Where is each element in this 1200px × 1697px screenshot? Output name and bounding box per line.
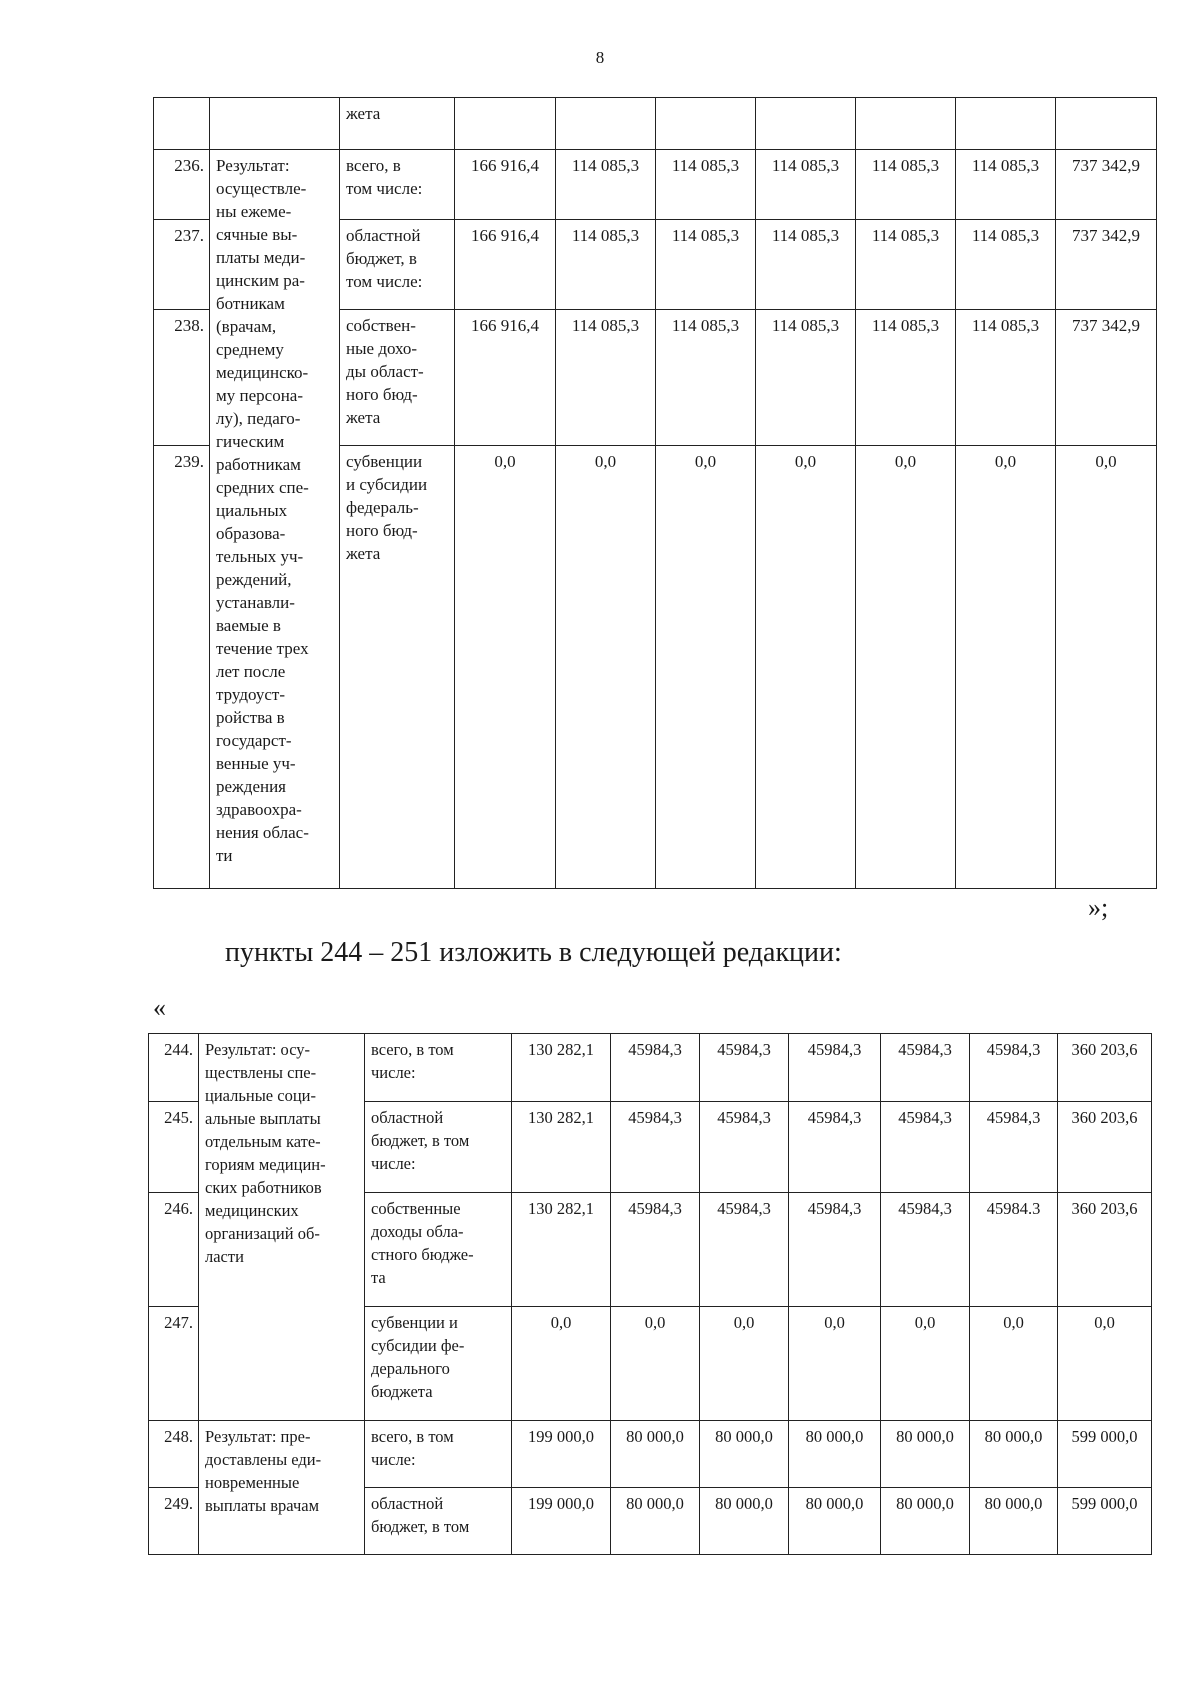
table-cell xyxy=(556,98,656,150)
value-cell: 80 000,0 xyxy=(611,1421,700,1488)
value-cell: 166 916,4 xyxy=(455,220,556,310)
row-number: 236. xyxy=(154,150,210,220)
value-cell: 360 203,6 xyxy=(1058,1034,1152,1102)
value-cell: 45984,3 xyxy=(970,1034,1058,1102)
result-text: Результат: осу- ществлены спе- циальные соци- альные выплаты отдельным кате- гориям медицин- ских работников медицинских организаций об- ласти xyxy=(205,1040,326,1266)
row-number: 249. xyxy=(149,1488,199,1555)
value-cell: 0,0 xyxy=(856,446,956,889)
budget-table-bottom xyxy=(148,1033,1152,1555)
source-text: областной бюджет, в том xyxy=(371,1494,470,1536)
value-cell: 114 085,3 xyxy=(856,150,956,220)
value-cell: 0,0 xyxy=(656,446,756,889)
value-cell: 166 916,4 xyxy=(455,310,556,446)
table-row xyxy=(154,98,1157,150)
source-text: всего, в том числе: xyxy=(346,156,423,198)
value-cell: 737 342,9 xyxy=(1056,310,1157,446)
value-cell: 599 000,0 xyxy=(1058,1488,1152,1555)
source-text: всего, в том числе: xyxy=(371,1427,454,1469)
value-cell: 80 000,0 xyxy=(881,1488,970,1555)
result-text: Результат: осуществле- ны ежеме- сячные вы- платы меди- цинским ра- ботникам (врачам, среднему медицинско- му персона- лу), педаго- гическим работникам средних спе- циальных образова- тельных уч- реждений, устанавли- ваемые в течение трех лет после трудоуст- ройства в государст- венные уч- реждения здравоохра- нения облас- ти xyxy=(216,156,309,865)
value-cell: 45984,3 xyxy=(700,1193,789,1307)
source-text: жета xyxy=(346,104,381,123)
value-cell: 166 916,4 xyxy=(455,150,556,220)
value-cell: 114 085,3 xyxy=(656,310,756,446)
value-cell: 45984,3 xyxy=(611,1193,700,1307)
value-cell: 0,0 xyxy=(556,446,656,889)
source-text: областной бюджет, в том числе: xyxy=(346,226,423,291)
table-cell xyxy=(455,98,556,150)
value-cell: 45984,3 xyxy=(611,1102,700,1193)
source-text: собствен- ные дохо- ды област- ного бюд- жета xyxy=(346,316,424,427)
value-cell: 0,0 xyxy=(455,446,556,889)
table-cell xyxy=(956,98,1056,150)
value-cell: 130 282,1 xyxy=(512,1102,611,1193)
value-cell: 0,0 xyxy=(512,1307,611,1421)
value-cell: 0,0 xyxy=(970,1307,1058,1421)
row-number: 237. xyxy=(154,220,210,310)
value-cell: 114 085,3 xyxy=(856,220,956,310)
value-cell: 45984,3 xyxy=(789,1193,881,1307)
value-cell: 360 203,6 xyxy=(1058,1102,1152,1193)
value-cell: 599 000,0 xyxy=(1058,1421,1152,1488)
source-cell xyxy=(340,150,455,220)
value-cell: 45984,3 xyxy=(881,1102,970,1193)
value-cell: 114 085,3 xyxy=(756,310,856,446)
value-cell: 45984.3 xyxy=(970,1193,1058,1307)
value-cell: 130 282,1 xyxy=(512,1193,611,1307)
value-cell: 0,0 xyxy=(1056,446,1157,889)
page-number: 8 xyxy=(595,48,605,67)
amendment-paragraph: пункты 244 – 251 изложить в следующей редакции: xyxy=(225,937,842,968)
source-cell xyxy=(340,220,455,310)
source-text: субвенции и субсидии федераль- ного бюд- жета xyxy=(346,452,428,563)
source-cell xyxy=(340,446,455,889)
row-number: 247. xyxy=(149,1307,199,1421)
opening-quote: « xyxy=(153,993,166,1022)
value-cell: 130 282,1 xyxy=(512,1034,611,1102)
source-text: областной бюджет, в том числе: xyxy=(371,1108,470,1173)
table-row xyxy=(154,150,1157,220)
value-cell: 80 000,0 xyxy=(611,1488,700,1555)
value-cell: 0,0 xyxy=(756,446,856,889)
value-cell: 80 000,0 xyxy=(970,1421,1058,1488)
source-cell xyxy=(365,1488,512,1555)
value-cell: 114 085,3 xyxy=(856,310,956,446)
source-cell xyxy=(365,1193,512,1307)
table-row xyxy=(149,1421,1152,1488)
source-cell xyxy=(365,1307,512,1421)
source-text: собственные доходы обла- стного бюдже- та xyxy=(371,1199,474,1287)
value-cell: 45984,3 xyxy=(700,1034,789,1102)
value-cell: 0,0 xyxy=(956,446,1056,889)
value-cell: 0,0 xyxy=(1058,1307,1152,1421)
value-cell: 0,0 xyxy=(611,1307,700,1421)
source-cell xyxy=(365,1102,512,1193)
value-cell: 114 085,3 xyxy=(956,220,1056,310)
result-cell xyxy=(210,150,340,889)
value-cell: 80 000,0 xyxy=(700,1421,789,1488)
value-cell: 360 203,6 xyxy=(1058,1193,1152,1307)
source-text: всего, в том числе: xyxy=(371,1040,454,1082)
value-cell: 45984,3 xyxy=(881,1034,970,1102)
value-cell: 114 085,3 xyxy=(956,150,1056,220)
value-cell: 114 085,3 xyxy=(656,220,756,310)
value-cell: 737 342,9 xyxy=(1056,150,1157,220)
value-cell: 0,0 xyxy=(700,1307,789,1421)
result-cell xyxy=(199,1421,365,1555)
table-cell xyxy=(756,98,856,150)
value-cell: 80 000,0 xyxy=(789,1488,881,1555)
value-cell: 0,0 xyxy=(789,1307,881,1421)
table-cell xyxy=(210,98,340,150)
value-cell: 45984,3 xyxy=(700,1102,789,1193)
value-cell: 0,0 xyxy=(881,1307,970,1421)
value-cell: 45984,3 xyxy=(881,1193,970,1307)
source-text: субвенции и субсидии фе- дерального бюджета xyxy=(371,1313,465,1401)
value-cell: 114 085,3 xyxy=(756,220,856,310)
value-cell: 80 000,0 xyxy=(700,1488,789,1555)
value-cell: 80 000,0 xyxy=(881,1421,970,1488)
value-cell: 45984,3 xyxy=(611,1034,700,1102)
value-cell: 45984,3 xyxy=(970,1102,1058,1193)
table-row xyxy=(149,1034,1152,1102)
row-number: 248. xyxy=(149,1421,199,1488)
value-cell: 45984,3 xyxy=(789,1102,881,1193)
value-cell: 80 000,0 xyxy=(789,1421,881,1488)
value-cell: 114 085,3 xyxy=(556,150,656,220)
row-number: 238. xyxy=(154,310,210,446)
table-cell xyxy=(154,98,210,150)
value-cell: 114 085,3 xyxy=(756,150,856,220)
row-number: 244. xyxy=(149,1034,199,1102)
table-cell xyxy=(856,98,956,150)
source-cell xyxy=(365,1034,512,1102)
value-cell: 80 000,0 xyxy=(970,1488,1058,1555)
value-cell: 114 085,3 xyxy=(656,150,756,220)
source-cell xyxy=(340,310,455,446)
result-cell xyxy=(199,1034,365,1421)
value-cell: 199 000,0 xyxy=(512,1488,611,1555)
result-text: Результат: пре- доставлены еди- новременные выплаты врачам xyxy=(205,1427,322,1515)
value-cell: 114 085,3 xyxy=(956,310,1056,446)
value-cell: 114 085,3 xyxy=(556,310,656,446)
row-number: 246. xyxy=(149,1193,199,1307)
value-cell: 199 000,0 xyxy=(512,1421,611,1488)
budget-table-top xyxy=(153,97,1157,889)
table-cell xyxy=(1056,98,1157,150)
value-cell: 45984,3 xyxy=(789,1034,881,1102)
value-cell: 114 085,3 xyxy=(556,220,656,310)
source-cell xyxy=(365,1421,512,1488)
row-number: 245. xyxy=(149,1102,199,1193)
source-cell xyxy=(340,98,455,150)
row-number: 239. xyxy=(154,446,210,889)
table-cell xyxy=(656,98,756,150)
closing-quote: »; xyxy=(1088,893,1109,922)
value-cell: 737 342,9 xyxy=(1056,220,1157,310)
